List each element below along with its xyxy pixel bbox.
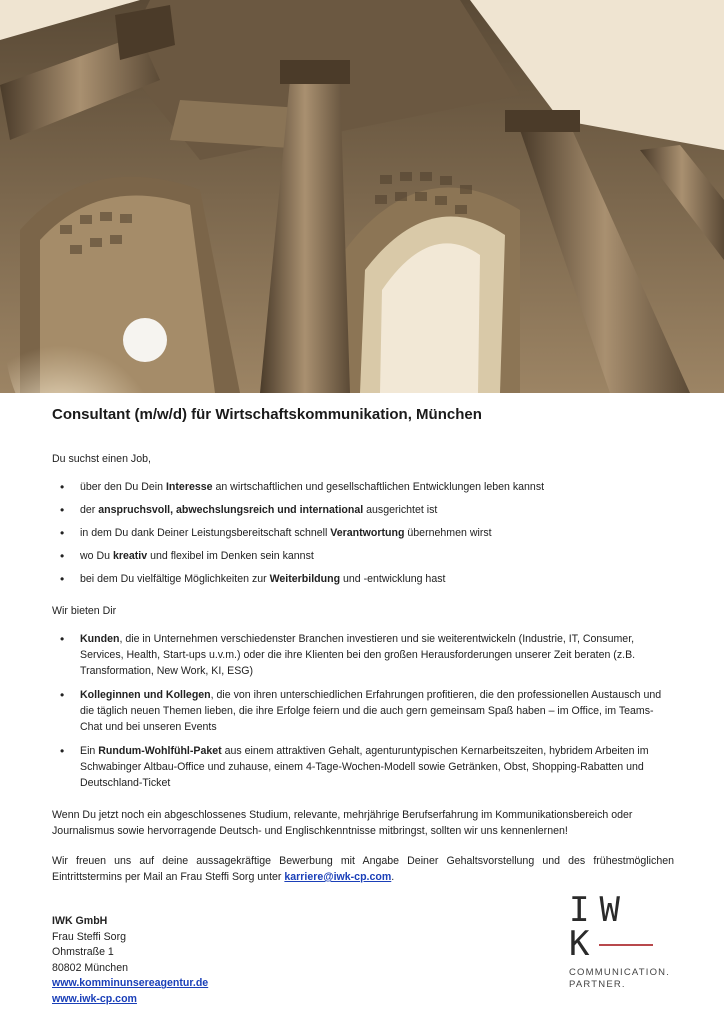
apply-text: Wir freuen uns auf deine aussagekräftige Bewerbung mit Angabe Deiner Gehaltsvorstellung und des frühestmöglichen Eintrittstermins per Mail an Frau Steffi Sorg unter karriere@iwk-cp.com. (52, 855, 674, 883)
list-item: • Kunden, die in Unternehmen verschiedenster Branchen investieren und sie weiterentwickeln (Industrie, IT, Consumer, Services, Health, Start-ups u.v.m.) oder die ihre Klienten bei den großen Herausforderungen unserer Zeit beraten (z.B. Transformation, New Work, KI, ESG) (80, 631, 674, 679)
logo-tagline-1: COMMUNICATION. (569, 967, 671, 978)
requirements-text: Wenn Du jetzt noch ein abgeschlossenes Studium, relevante, mehrjährige Berufserfahrung im Kommunikationsbereich oder Journalismus sowie hervorragende Deutsch- und Englischkenntnisse mitbringst, sollten wir uns kennenlernen! (52, 809, 633, 837)
triumphal-arch-photo (0, 0, 724, 393)
search-list (52, 479, 674, 587)
job-content (52, 405, 674, 899)
website-link-2[interactable]: www.iwk-cp.com (52, 992, 137, 1005)
iwk-logo (569, 890, 689, 1003)
company-name: IWK GmbH (52, 915, 108, 927)
logo-accent-line (599, 944, 653, 946)
contact-city: 80802 München (52, 961, 128, 974)
website-link-1[interactable]: www.komminunsereagentur.de (52, 977, 209, 990)
hero-image (0, 0, 724, 393)
logo-row-2: K (569, 924, 600, 964)
list-item: • in dem Du dank Deiner Leistungsbereitschaft schnell Verantwortung übernehmen wirst (80, 525, 674, 541)
email-link[interactable]: karriere@iwk-cp.com (284, 871, 392, 883)
list-item: • über den Du Dein Interesse an wirtschaftlichen und gesellschaftlichen Entwicklungen leben kannst (80, 479, 674, 495)
list-item: • bei dem Du vielfältige Möglichkeiten zur Weiterbildung und -entwicklung hast (80, 571, 674, 587)
logo-row-1: IW (569, 890, 630, 930)
list-item: • wo Du kreativ und flexibel im Denken sein kannst (80, 548, 674, 564)
contact-street: Ohmstraße 1 (52, 946, 114, 959)
contact-person: Frau Steffi Sorg (52, 930, 126, 943)
contact-block (52, 914, 208, 1008)
list-item: • Kolleginnen und Kollegen, die von ihren unterschiedlichen Erfahrungen profitieren, die den professionellen Austausch und die täglich neuen Themen lieben, die ihre Erfolge feiern und die auch gern gemeinsam Spaß haben – im Office, im Teams-Chat und bei unseren Events (80, 687, 674, 735)
logo-tagline-2: PARTNER. (569, 979, 626, 990)
list-item: • Ein Rundum-Wohlfühl-Paket aus einem attraktiven Gehalt, agenturuntypischen Kernarbeitszeiten, hybridem Arbeiten im Schwabinger Altbau-Office und zuhause, einem 4-Tage-Wochen-Modell sowie Getränken, Obst, Shopping-Rabatten und Deutschland-Ticket (80, 743, 674, 791)
intro-text: Du suchst einen Job, (52, 453, 151, 465)
offer-intro: Wir bieten Dir (52, 605, 117, 617)
job-title: Consultant (m/w/d) für Wirtschaftskommunikation, München (52, 406, 482, 423)
offer-list (52, 631, 674, 791)
list-item: • der anspruchsvoll, abwechslungsreich und international ausgerichtet ist (80, 502, 674, 518)
